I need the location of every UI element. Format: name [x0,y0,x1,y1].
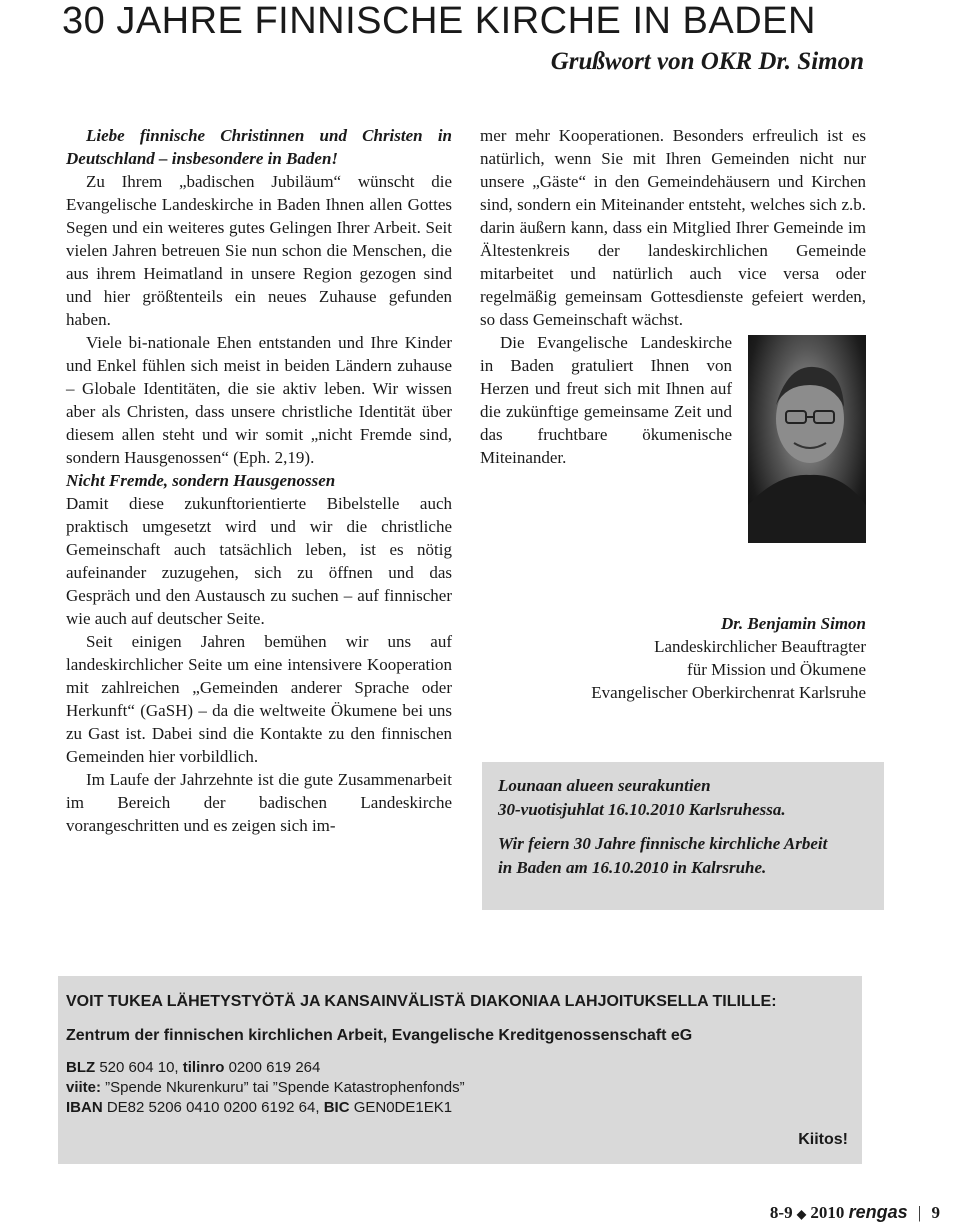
event-info-finnish: Lounaan alueen seurakuntien 30-vuotisjuhlat 16.10.2010 Karlsruhessa. [498,776,786,819]
page-title: 30 JAHRE FINNISCHE KIRCHE IN BADEN [62,0,816,42]
event-info-box [482,762,884,910]
donation-box [58,976,862,1164]
page-number: 9 [931,1203,940,1222]
paragraph-5: Im Laufe der Jahrzehnte ist die gute Zusammenarbeit im Bereich der badischen Landeskirche vorangeschritten und es zeigen sich im- [66,770,452,835]
signature-name: Dr. Benjamin Simon [720,614,866,633]
section-heading: Nicht Fremde, sondern Hausgenossen [66,471,336,490]
issue-year: 2010 [810,1203,845,1222]
donation-blz-line: BLZ 520 604 10, tilinro 0200 619 264 [66,1059,321,1076]
paragraph-1: Zu Ihrem „badischen Jubiläum“ wünscht die Evangelische Landeskirche in Baden Ihnen allen Gottes Segen und ein weiteres gutes Gelingen Ihrer Arbeit. Seit vielen Jahren betreuen Sie nun schon die Menschen, die aus ihrem Heimatland in unsere Region gezogen sind und hier größtenteils ein neues Zuhause gefunden haben. [66,172,452,329]
photo-wrap-block [480,331,866,549]
thanks-label: Kiitos! [798,1131,848,1148]
paragraph-4: Seit einigen Jahren bemühen wir uns auf landeskirchlicher Seite um eine intensivere Kooperation mit zahlreichen „Gemeinden anderer Sprache oder Herkunft“ (GaSH) – da die weltweite Ökumene bei uns zu Gast ist. Dabei sind die Kontakte zu den finnischen Gemeinden hier vorbildlich. [66,632,452,766]
donation-bank: Zentrum der finnischen kirchlichen Arbeit, Evangelische Kreditgenossenschaft eG [66,1027,693,1044]
footer-separator: | [917,1203,922,1222]
signature-role-2: für Mission und Ökumene [687,660,866,679]
donation-heading: VOIT TUKEA LÄHETYSTYÖTÄ JA KANSAINVÄLISTÄ DIAKONIAA LAHJOITUKSELLA TILILLE: [66,993,777,1010]
issue-number: 8-9 [769,1203,793,1222]
rengas-logo: rengas [848,1202,908,1222]
portrait-icon [748,335,866,543]
right-column [480,124,866,549]
article-subtitle: Grußwort von OKR Dr. Simon [550,48,864,75]
paragraph-7: Die Evangelische Landeskirche in Baden gratuliert Ihnen von Herzen und freut sich mit Ihnen auf die zukünftige gemeinsame Zeit und das fruchtbare ökumenische Miteinander. [480,333,732,467]
signature-organisation: Evangelischer Oberkirchenrat Karlsruhe [591,683,866,702]
donation-reference-line: viite: ”Spende Nkurenkuru” tai ”Spende Katastrophenfonds” [66,1079,465,1096]
signature-block [480,612,866,704]
event-info-german: Wir feiern 30 Jahre finnische kirchliche Arbeit in Baden am 16.10.2010 in Kalrsruhe. [498,834,828,877]
left-column [66,124,452,837]
author-portrait-photo [748,335,866,543]
donation-iban-line: IBAN DE82 5206 0410 0200 6192 64, BIC GEN0DE1EK1 [66,1099,453,1116]
greeting: Liebe finnische Christinnen und Christen in Deutschland – insbesondere in Baden! [66,126,452,168]
diamond-icon: ◆ [796,1207,807,1221]
paragraph-6: mer mehr Kooperationen. Besonders erfreulich ist es natürlich, wenn Sie mit Ihren Gemeinden nicht nur unsere „Gäste“ in den Gemeindehäusern und Kirchen sind, sondern ein Miteinander entsteht, welches sich z.b. darin äußern kann, dass ein Mitglied Ihrer Gemeinde im Ältestenkreis der landeskirchlichen Gemeinde mitarbeitet und natürlich auch vice versa oder regelmäßig gemeinsam Gottesdienste gefeiert werden, so dass Gemeinschaft wächst. [480,126,866,329]
paragraph-2: Viele bi-nationale Ehen entstanden und Ihre Kinder und Enkel fühlen sich meist in beiden Ländern zuhause – Globale Identitäten, die sie aktiv leben. Wir wissen aber als Christen, dass unsere christliche Identität über diesem allen steht und wir somit „nicht Fremde sind, sondern Hausgenossen“ (Eph. 2,19). [66,333,452,467]
page-footer [770,1202,940,1223]
signature-role-1: Landeskirchlicher Beauftragter [654,637,866,656]
paragraph-3: Damit diese zukunftorientierte Bibelstelle auch praktisch umgesetzt wird und wir die christliche Gemeinschaft auch tatsächlich leben, ist es nötig aufeinander zuzugehen, sich zu öffnen und das Gespräch und den Austausch zu suchen – auf finnischer wie auch auf deutscher Seite. [66,494,452,628]
